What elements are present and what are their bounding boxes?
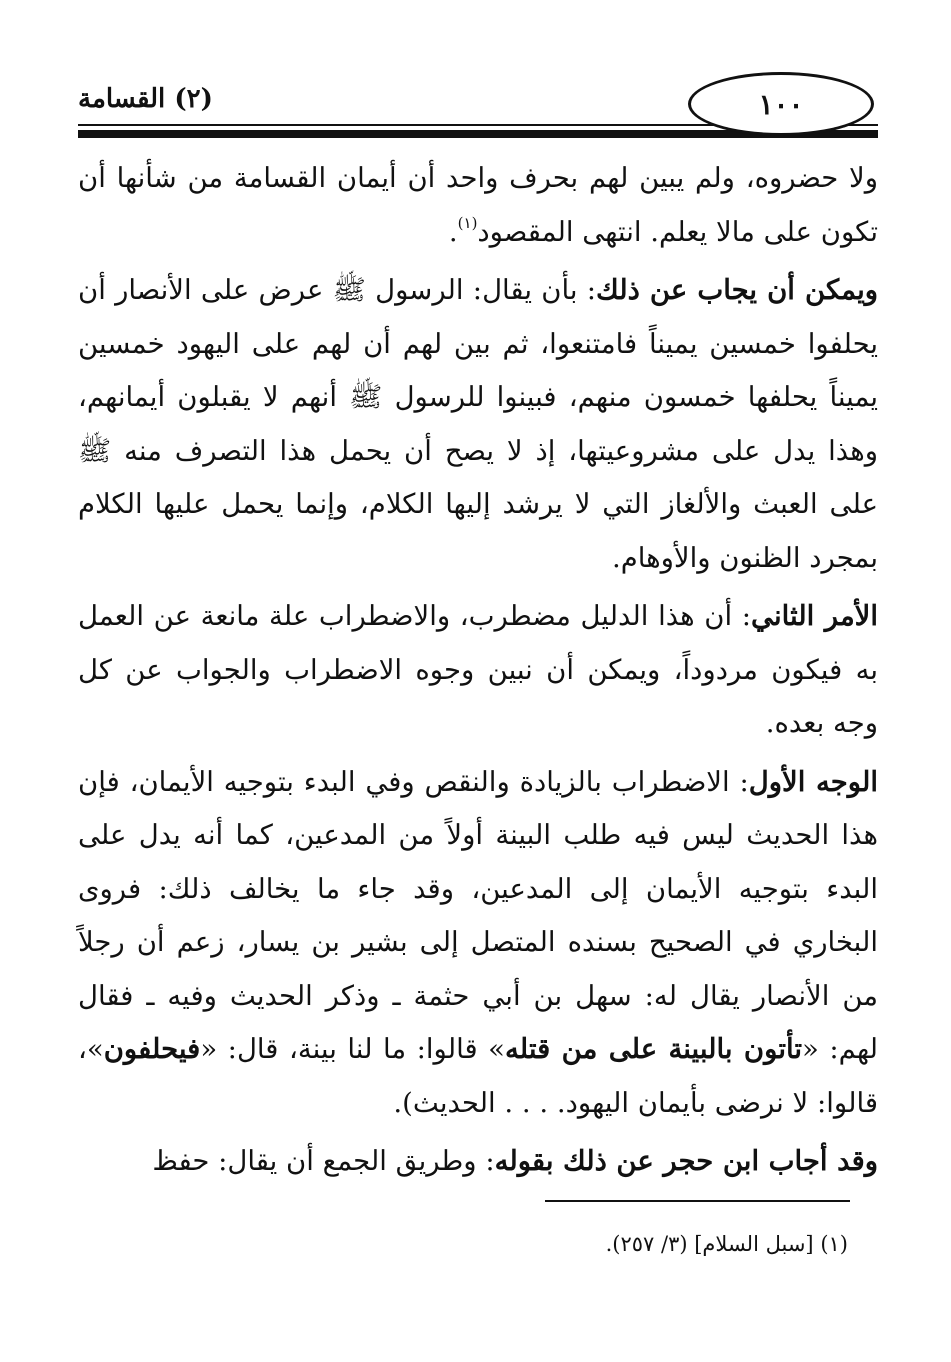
paragraph-1-end: . bbox=[448, 215, 458, 248]
page-header bbox=[78, 62, 878, 142]
paragraph-4-text-3: »، قالوا: لا نرضى بأيمان اليهود. . . . الحديث). bbox=[78, 1033, 878, 1119]
page-number: ١٠٠ bbox=[758, 87, 804, 121]
paragraph-2 bbox=[78, 264, 878, 585]
paragraph-1-text: ولا حضروه، ولم يبين لهم بحرف واحد أن أيمان القسامة من شأنها أن تكون على مالا يعلم. انتهى المقصود bbox=[78, 162, 878, 248]
paragraph-5 bbox=[78, 1135, 878, 1189]
paragraph-3 bbox=[78, 590, 878, 751]
footnote-marker: (١) bbox=[820, 1232, 848, 1256]
footnote-text: [سبل السلام] (٣/ ٢٥٧). bbox=[605, 1232, 814, 1256]
paragraph-3-text: : أن هذا الدليل مضطرب، والاضطراب علة مانعة عن العمل به فيكون مردوداً، ويمكن أن نبين وجوه الاضطراب والجواب عن كل وجه بعده. bbox=[78, 600, 878, 739]
paragraph-4 bbox=[78, 756, 878, 1131]
page-number-oval bbox=[688, 72, 874, 136]
footnote bbox=[78, 1232, 848, 1256]
paragraph-5-text: : وطريق الجمع أن يقال: حفظ bbox=[152, 1145, 495, 1177]
paragraph-4-quote-2: فيحلفون bbox=[103, 1033, 201, 1065]
footnote-ref: (١) bbox=[457, 213, 478, 232]
paragraph-4-quote-1: تأتون بالبينة على من قتله bbox=[505, 1033, 803, 1065]
running-title: (٢) القسامة bbox=[78, 84, 213, 114]
footnote-separator bbox=[545, 1200, 850, 1202]
paragraph-1 bbox=[78, 152, 878, 259]
paragraph-4-lead: الوجه الأول bbox=[748, 765, 878, 798]
paragraph-3-lead: الأمر الثاني bbox=[751, 600, 878, 632]
paragraph-4-text-2: » قالوا: ما لنا بينة، قال: « bbox=[200, 1033, 506, 1065]
paragraph-2-lead: ويمكن أن يجاب عن ذلك bbox=[596, 274, 879, 306]
paragraph-4-text-1: : الاضطراب بالزيادة والنقص وفي البدء بتوجيه الأيمان، فإن هذا الحديث ليس فيه طلب البينة أولاً من المدعين، كما أنه يدل على البدء بتوجيه الأيمان إلى المدعين، وقد جاء ما يخالف ذلك: فروى البخاري في الصحيح بسنده المتصل إلى بشير بن يسار، زعم أن رجلاً من الأنصار يقال له: سهل بن أبي حثمة ـ وذكر الحديث وفيه ـ فقال لهم: « bbox=[78, 765, 878, 1065]
paragraph-5-lead: وقد أجاب ابن حجر عن ذلك بقوله bbox=[494, 1145, 878, 1177]
main-text bbox=[78, 152, 878, 1194]
paragraph-2-text: : بأن يقال: الرسول ﷺ عرض على الأنصار أن يحلفوا خمسين يميناً فامتنعوا، ثم بين لهم أن لهم على اليهود خمسين يميناً يحلفها خمسون منهم، فبينوا للرسول ﷺ أنهم لا يقبلون أيمانهم، وهذا يدل على مشروعيتها، إذ لا يصح أن يحمل هذا التصرف منه ﷺ على العبث والألغاز التي لا يرشد إليها الكلام، وإنما يحمل عليها الكلام بمجرد الظنون والأوهام. bbox=[78, 274, 878, 574]
